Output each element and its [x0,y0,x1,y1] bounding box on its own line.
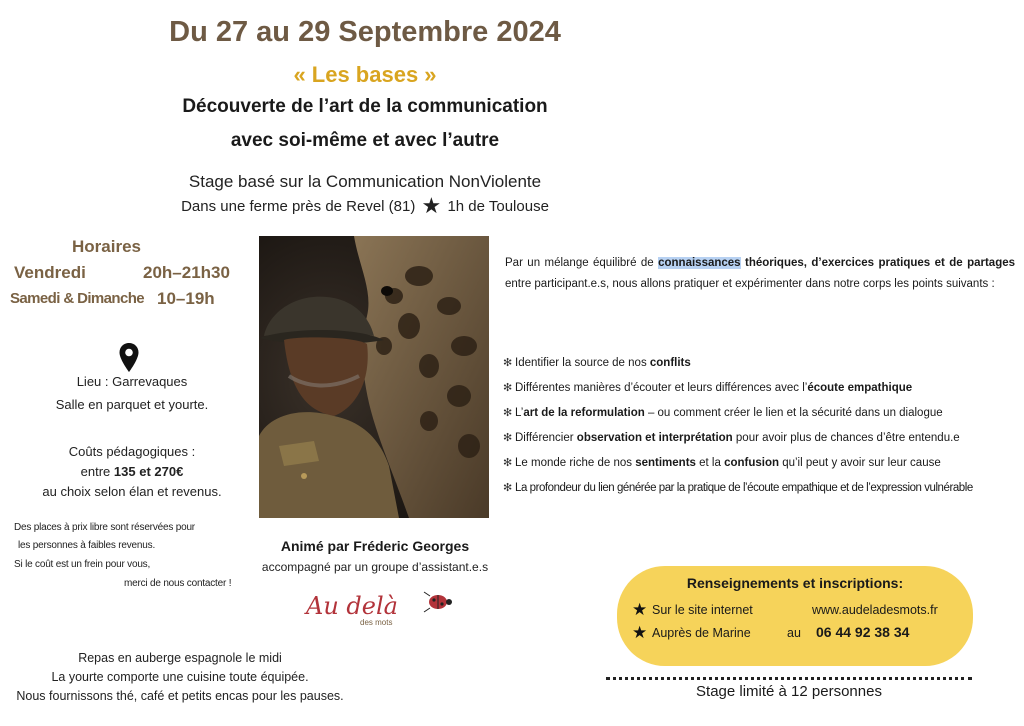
info-website-label: Sur le site internet [652,603,753,617]
description-text: Par un mélange équilibré de [505,257,659,269]
website-link[interactable]: www.audeladesmots.fr [812,603,938,617]
cost-amount: 135 et 270€ [113,464,184,479]
bullet-text: Le monde riche de nos [515,457,636,469]
bullet-bold: observation et interprétation [576,432,733,444]
intro-line-1: Stage basé sur la Communication NonViolente [188,172,542,191]
hours-title: Horaires [72,237,141,256]
asterisk-bullet-icon: ✻ [503,407,513,419]
cost-title: Coûts pédagogiques : [68,444,196,459]
program-description [505,253,1015,295]
bullet-bold: confusion [724,457,780,469]
map-pin-icon [118,342,140,374]
headline-line-1: Découverte de l’art de la communication [182,96,548,117]
intro-location: Dans une ferme près de Revel (81) [181,198,416,215]
au-dela-des-mots-logo [298,584,458,628]
star-icon: ★ [632,600,648,619]
bullet-text: Différencier [515,432,577,444]
meals-line: Nous fournissons thé, café et petits encas pour les pauses. [16,689,344,703]
phone-number[interactable]: 06 44 92 38 34 [816,624,910,640]
star-icon: ★ [632,623,648,642]
asterisk-bullet-icon: ✻ [503,432,513,444]
bullet-bold: conflits [649,357,691,369]
meals-line: Repas en auberge espagnole le midi [78,651,282,665]
description-rest: entre participant.e.s, nous allons pratiquer et expérimenter dans notre corps les points suivants : [505,278,995,290]
cost-range [0,464,264,479]
star-icon: ★ [421,193,442,218]
list-item [503,353,1018,378]
bullet-text: – ou comment créer le lien et la sécurité dans un dialogue [644,407,943,419]
asterisk-bullet-icon: ✻ [503,382,513,394]
cost-prefix: entre [80,464,111,479]
dotted-divider [606,677,972,680]
event-dates-title: Du 27 au 29 Septembre 2024 [169,16,561,48]
meals-line: La yourte comporte une cuisine toute équipée. [51,670,309,684]
bullet-text: pour avoir plus de chances d’être entendu.e [732,432,960,444]
free-places-line: Si le coût est un frein pour vous, [14,559,151,570]
intro-line-2 [0,193,730,218]
logo-text: Au delà [306,592,398,620]
participant-limit: Stage limité à 12 personnes [696,683,882,700]
bullet-text: La profondeur du lien générée par la pratique de l’écoute empathique et de l’expression vulnérable [515,482,973,494]
list-item [503,378,1018,403]
hours-day: Vendredi [14,263,86,282]
bullet-text: L’ [515,407,524,419]
ladybug-icon [424,592,452,612]
asterisk-bullet-icon: ✻ [503,457,513,469]
free-places-line: Des places à prix libre sont réservées pour [14,522,195,533]
free-places-line: les personnes à faibles revenus. [18,540,156,551]
logo-subtext: des mots [360,618,393,627]
hours-time: 20h–21h30 [143,263,230,282]
bullet-text: et la [695,457,725,469]
event-subtitle: « Les bases » [293,62,437,87]
headline-line-2: avec soi-même et avec l’autre [230,130,500,151]
bullet-text: qu’il peut y avoir sur leur cause [779,457,941,469]
bullet-text: Différentes manières d’écouter et leurs différences avec l’ [515,382,808,394]
list-item [503,403,1018,428]
bullet-text: Identifier la source de nos [515,357,650,369]
cost-note: au choix selon élan et revenus. [42,484,222,499]
location-line-2: Salle en parquet et yourte. [55,397,209,412]
host-name: Animé par Fréderic Georges [280,538,470,554]
asterisk-bullet-icon: ✻ [503,357,513,369]
free-places-line: merci de nous contacter ! [124,578,232,589]
bullet-bold: écoute empathique [807,382,913,394]
man-and-giraffe-photo [259,236,489,518]
location-line-1: Lieu : Garrevaques [76,374,188,389]
hours-time: 10–19h [157,289,215,308]
highlighted-word: connaissances [658,257,741,269]
list-item [503,428,1018,453]
asterisk-bullet-icon: ✻ [503,482,512,494]
host-assistants: accompagné par un groupe d’assistant.e.s [261,560,489,574]
list-item [503,453,1018,478]
bullet-bold: art de la reformulation [523,407,645,419]
info-contact-connector: au [787,626,801,640]
hours-day: Samedi & Dimanche [10,290,145,307]
intro-distance: 1h de Toulouse [447,198,549,215]
bullet-list [503,353,1018,503]
info-title: Renseignements et inscriptions: [686,575,904,591]
info-contact-label: Auprès de Marine [652,626,751,640]
bullet-bold: sentiments [635,457,696,469]
list-item [503,478,1018,503]
description-bold: théoriques, d’exercices pratiques et de partages [740,257,1016,269]
